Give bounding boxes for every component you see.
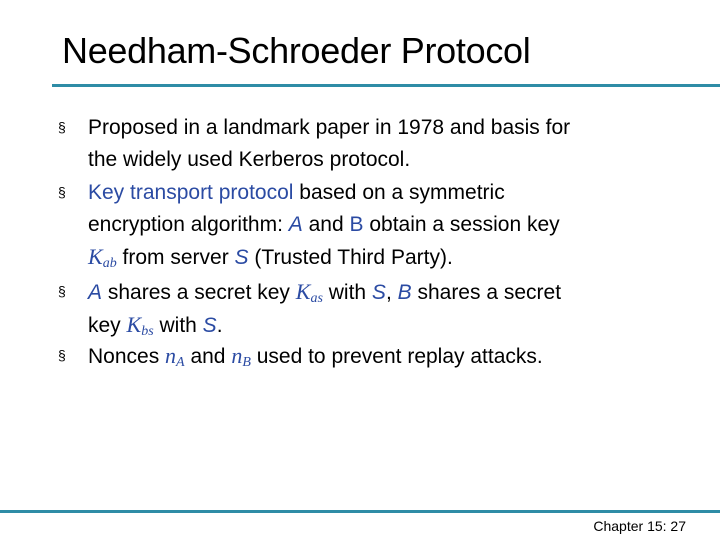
- party-a: A: [288, 213, 303, 236]
- key-transport-term: Key transport protocol: [88, 181, 294, 204]
- text: used to prevent replay attacks.: [250, 345, 543, 368]
- bullet-marker-icon: §: [58, 184, 66, 200]
- server-s: S: [371, 281, 386, 304]
- bullet-1-line-1: Proposed in a landmark paper in 1978 and basis for: [88, 116, 571, 139]
- key-symbol: $K_{as}$: [295, 279, 323, 306]
- party-b: B: [349, 213, 364, 236]
- bullet-item-1: [58, 112, 688, 176]
- text: and: [184, 345, 232, 368]
- key-symbol: $K_{ab}$: [88, 244, 117, 271]
- party-a: A: [88, 281, 103, 304]
- text: shares a secret: [411, 281, 562, 304]
- slide-footer: Chapter 15: 27: [593, 518, 686, 534]
- bullet-3-line-1: [88, 276, 688, 309]
- bullet-item-2: [58, 177, 688, 274]
- key-symbol: $K_{bs}$: [126, 312, 154, 339]
- bullet-4-line-1: [88, 340, 688, 373]
- bullet-item-3: [58, 276, 688, 342]
- text: shares a secret key: [102, 281, 296, 304]
- text: with: [322, 281, 372, 304]
- bullet-3-line-2: [88, 309, 688, 342]
- text: .: [216, 314, 223, 337]
- text: encryption algorithm:: [88, 213, 289, 236]
- text: Nonces: [88, 345, 166, 368]
- text: key: [88, 314, 127, 337]
- bullet-marker-icon: §: [58, 347, 66, 363]
- server-s: S: [234, 246, 249, 269]
- text: (Trusted Third Party).: [248, 246, 453, 269]
- slide-title: Needham-Schroeder Protocol: [62, 30, 531, 71]
- text: ,: [385, 281, 398, 304]
- text: obtain a session key: [363, 213, 560, 236]
- text: based on a symmetric: [293, 181, 505, 204]
- bullet-2-line-3: [88, 241, 688, 274]
- server-s: S: [202, 314, 217, 337]
- party-b: B: [397, 281, 412, 304]
- footer-divider: [0, 510, 720, 513]
- bullet-1-line-2: the widely used Kerberos protocol.: [88, 148, 411, 171]
- bullet-marker-icon: §: [58, 283, 66, 299]
- text: with: [153, 314, 203, 337]
- text: and: [302, 213, 350, 236]
- text: from server: [116, 246, 235, 269]
- bullet-marker-icon: §: [58, 119, 66, 135]
- bullet-2-line-2: [88, 209, 688, 241]
- bullet-2-line-1: [88, 177, 688, 209]
- nonce-a: $n_A$: [165, 343, 185, 370]
- bullet-item-4: [58, 340, 688, 373]
- nonce-b: $n_B$: [231, 343, 251, 370]
